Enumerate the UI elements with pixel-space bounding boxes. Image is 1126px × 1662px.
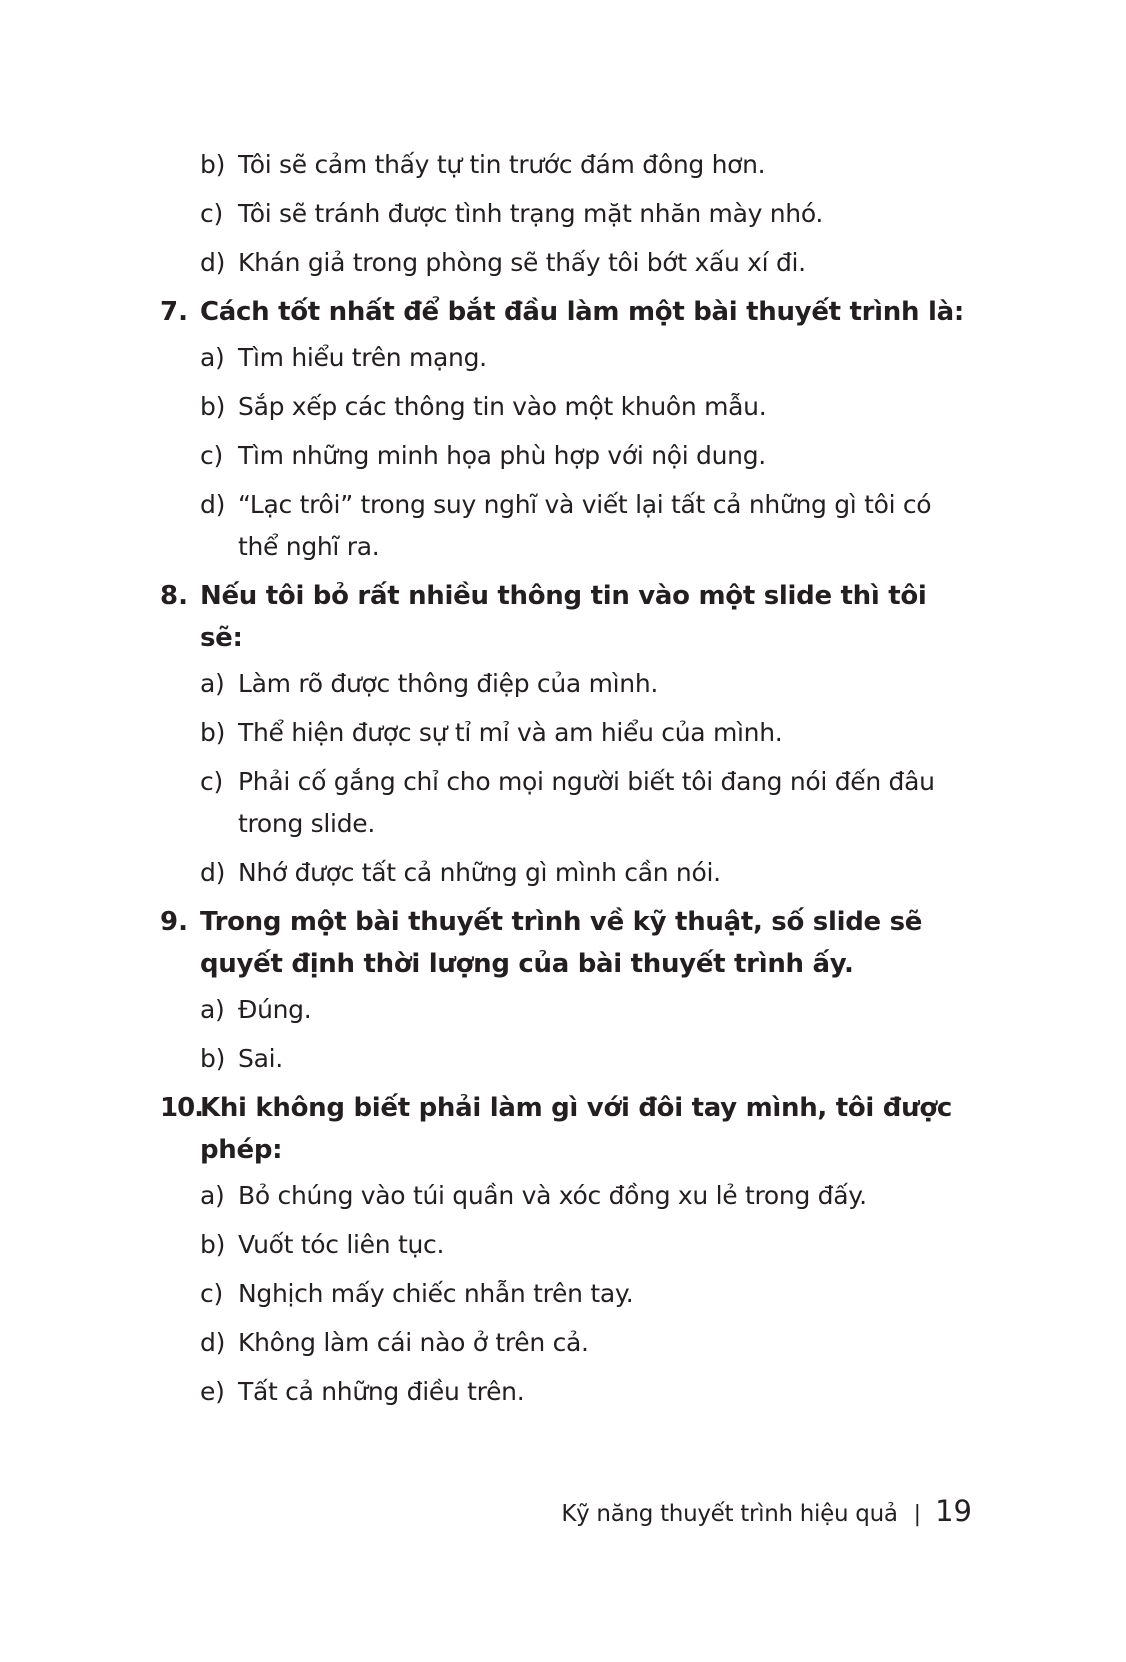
option-text: “Lạc trôi” trong suy nghĩ và viết lại tất cả những gì tôi có thể nghĩ ra. <box>238 490 932 561</box>
option-item <box>200 1371 972 1413</box>
option-item <box>200 386 972 428</box>
option-text: Tất cả những điều trên. <box>238 1377 525 1406</box>
option-item <box>200 1175 972 1217</box>
option-text: Không làm cái nào ở trên cả. <box>238 1328 589 1357</box>
question-9 <box>160 901 972 1080</box>
option-text: Sai. <box>238 1044 283 1073</box>
option-item <box>200 1322 972 1364</box>
option-text: Bỏ chúng vào túi quần và xóc đồng xu lẻ trong đấy. <box>238 1181 867 1210</box>
option-item <box>200 852 972 894</box>
option-item <box>200 1224 972 1266</box>
option-letter: d) <box>200 858 226 887</box>
option-item <box>200 337 972 379</box>
option-item <box>200 144 972 186</box>
option-letter: c) <box>200 441 223 470</box>
option-letter: b) <box>200 150 226 179</box>
question-text: Trong một bài thuyết trình về kỹ thuật, số slide sẽ quyết định thời lượng của bài thuyết trình ấy. <box>200 907 923 979</box>
option-item <box>200 989 972 1031</box>
option-text: Vuốt tóc liên tục. <box>238 1230 445 1259</box>
option-item <box>200 761 972 845</box>
option-letter: b) <box>200 1230 226 1259</box>
option-text: Tìm những minh họa phù hợp với nội dung. <box>238 441 766 470</box>
option-letter: d) <box>200 490 226 519</box>
footer-separator: | <box>913 1502 922 1527</box>
option-letter: a) <box>200 669 225 698</box>
question-heading <box>160 1087 972 1171</box>
question-number: 10. <box>160 1093 204 1123</box>
option-text: Tôi sẽ tránh được tình trạng mặt nhăn mày nhó. <box>238 199 824 228</box>
book-title: Kỹ năng thuyết trình hiệu quả <box>561 1501 898 1527</box>
option-letter: a) <box>200 1181 225 1210</box>
question-number: 7. <box>160 297 188 327</box>
option-item <box>200 712 972 754</box>
option-text: Sắp xếp các thông tin vào một khuôn mẫu. <box>238 392 767 421</box>
option-letter: b) <box>200 718 226 747</box>
option-text: Đúng. <box>238 995 312 1024</box>
option-letter: d) <box>200 248 226 277</box>
option-letter: c) <box>200 199 223 228</box>
option-letter: a) <box>200 995 225 1024</box>
question-heading <box>160 901 972 985</box>
option-letter: c) <box>200 1279 223 1308</box>
option-text: Nghịch mấy chiếc nhẫn trên tay. <box>238 1279 634 1308</box>
option-item <box>200 1273 972 1315</box>
question-10 <box>160 1087 972 1413</box>
option-text: Thể hiện được sự tỉ mỉ và am hiểu của mình. <box>238 718 783 747</box>
option-letter: d) <box>200 1328 226 1357</box>
question-text: Cách tốt nhất để bắt đầu làm một bài thuyết trình là: <box>200 297 964 327</box>
quiz-content <box>160 144 972 1420</box>
option-item <box>200 1038 972 1080</box>
question-number: 8. <box>160 581 188 611</box>
question-heading <box>160 291 972 333</box>
question-text: Nếu tôi bỏ rất nhiều thông tin vào một slide thì tôi sẽ: <box>200 581 927 653</box>
question-8 <box>160 575 972 894</box>
option-item <box>200 484 972 568</box>
page-footer <box>561 1494 972 1528</box>
option-text: Tôi sẽ cảm thấy tự tin trước đám đông hơn. <box>238 150 766 179</box>
option-item <box>200 663 972 705</box>
option-letter: a) <box>200 343 225 372</box>
question-text: Khi không biết phải làm gì với đôi tay mình, tôi được phép: <box>200 1093 952 1165</box>
question-number: 9. <box>160 907 188 937</box>
option-text: Phải cố gắng chỉ cho mọi người biết tôi đang nói đến đâu trong slide. <box>238 767 935 838</box>
option-text: Nhớ được tất cả những gì mình cần nói. <box>238 858 721 887</box>
option-text: Khán giả trong phòng sẽ thấy tôi bớt xấu xí đi. <box>238 248 806 277</box>
option-item <box>200 193 972 235</box>
option-letter: e) <box>200 1377 225 1406</box>
option-letter: b) <box>200 1044 226 1073</box>
option-item <box>200 435 972 477</box>
continued-options <box>160 144 972 284</box>
option-text: Tìm hiểu trên mạng. <box>238 343 487 372</box>
option-letter: b) <box>200 392 226 421</box>
option-text: Làm rõ được thông điệp của mình. <box>238 669 659 698</box>
option-item <box>200 242 972 284</box>
page-number: 19 <box>935 1494 972 1528</box>
question-heading <box>160 575 972 659</box>
option-letter: c) <box>200 767 223 796</box>
question-7 <box>160 291 972 568</box>
